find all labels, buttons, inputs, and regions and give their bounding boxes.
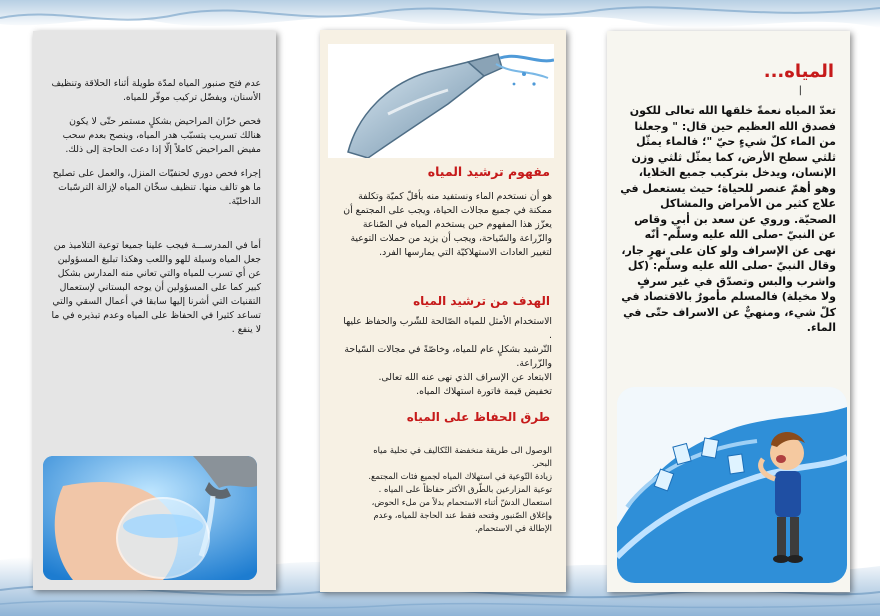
title-cursor: |: [798, 85, 802, 96]
ways-item: استعمال الدشّ أثناء الاستحمام بدلاً من ملء الحوض، وإغلاق الصّنبور وفتحه فقط عند الحاجة للمياه، وعدم الإطالة في الاستحمام.: [371, 497, 552, 533]
middle-panel: [320, 30, 566, 592]
goal-item: تخفيض قيمة فاتورة استهلاك المياه.: [416, 386, 552, 397]
water-title: المياه...: [763, 61, 834, 82]
ways-item: الوصول الى طريقة منخفضة التّكاليف في تحلية مياه البحر.: [373, 445, 552, 468]
ways-item: زيادة التّوعية في استهلاك المياه لجميع فئات المجتمع.: [368, 471, 552, 481]
left-panel: [33, 31, 276, 590]
glass-under-tap-photo: [43, 456, 257, 580]
water-bottle-photo: [328, 44, 554, 158]
thirsty-boy-image: [617, 387, 847, 583]
left-paragraph-4: أما في المدرســـة فيجب علينا جميعا توعية التلاميذ من جعل المياه وسيلة للهو واللعب وهكذا تبليغ المسؤولين عن أي تسرب للمياه والتي تعاني منه المدارس بشكل كبير كما على المسؤولين أن يوجه البستاني لإستعمال التقنيات التي أشرنا إليها سابقا في أعمال السقي والتي تساعد كثيرا في الحفاظ على المياه وعدم تبذيره في ما لا ينفع .: [51, 240, 261, 335]
glass-under-tap-image: [43, 456, 257, 580]
right-panel: [607, 31, 850, 592]
ways-item: توعية المزارعين بالطّرق الأكثر حفاظاً على المياه .: [378, 484, 552, 494]
concept-text: هو أن نستخدم الماء ونستفيد منه بأقلّ كميّة وتكلفة ممكنة في جميع مجالات الحياة، ويجب على المجتمع أن يعزّز هذا المفهوم حين يستخدم المياه في الصّناعة والزّراعة والسّياحة، ويجب أن يزيد من حملات التوعية لتغيير العادات الاستهلاكيّة التي يمارسها الفرد.: [343, 191, 552, 258]
goal-item: التّرشيد بشكلٍ عام للمياه، وخاصّةً في مجالات السّياحة والزّراعة.: [344, 344, 552, 369]
concept-title: مفهوم ترشيد المياه: [427, 164, 550, 179]
left-text-block: [47, 77, 261, 347]
ways-list: [352, 444, 552, 535]
goal-title: الهدف من ترشيد المياه: [413, 294, 550, 308]
water-bottle-image: [328, 44, 554, 158]
goal-item: الاستخدام الأمثل للمياه الصّالحة للشّرب والحفاظ عليها .: [343, 316, 552, 341]
left-paragraph-1: عدم فتح صنبور المياه لمدّة طويلة أثناء الحلاقة وتنظيف الأسنان، ويفضّل تركيب موفّر للمياه.: [51, 78, 261, 103]
goal-item: الابتعاد عن الإسراف الذي نهى عنه الله تعالى.: [378, 372, 552, 383]
left-paragraph-3: إجراء فحص دوري لحنفيّات المنزل، والعمل على تصليح ما هو تالف منها. تنظيف سخّان المياه لإزالة الترسّبات الداخليّة.: [52, 168, 261, 207]
water-intro-text: تعدّ المياه نعمةً خلقها الله تعالى للكون فصدق الله العظيم حين قال: " وجعلنا من الماء كلّ شيءٍ حيّ "؛ فالماء يمثّل ثلثي سطح الأرض، كما يمثّل ثلثي وزن الإنسان، ويدخل بتركيب جميع الخلايا، وهو أهمّ عنصر للحياة؛ حيث يستعمل في علاج كثير من الأمراض والمشاكل الصحيّة. وروي عن سعد بن أبي وقاص عن النبيّ -صلى الله عليه وسلّم- أنّه نهى عن الإسراف ولو كان على نهرٍ جار، وقال النبيّ -صلى الله عليه وسلّم: (كل واشرب والبس وتصدّق في غير سرفٍ ولا مخيلة) فالمسلم مأمورٌ بالاقتصاد في كلّ شيء، ومنهيٌّ عن الاسراف حتّى في الماء.: [620, 104, 836, 334]
thirsty-boy-illustration: [617, 387, 847, 583]
left-paragraph-2: فحص خزّان المراحيض بشكلٍ مستمر حتّى لا يكون هنالك تسريب يتسبّب هدر المياه، وينصح بعدم سحب مفيض المراحيض كاملاً إلّا إذا دعت الحاجة إلى ذلك.: [62, 116, 261, 155]
goal-list: [338, 315, 552, 399]
ways-title: طرق الحفاظ على المياه: [406, 410, 550, 424]
